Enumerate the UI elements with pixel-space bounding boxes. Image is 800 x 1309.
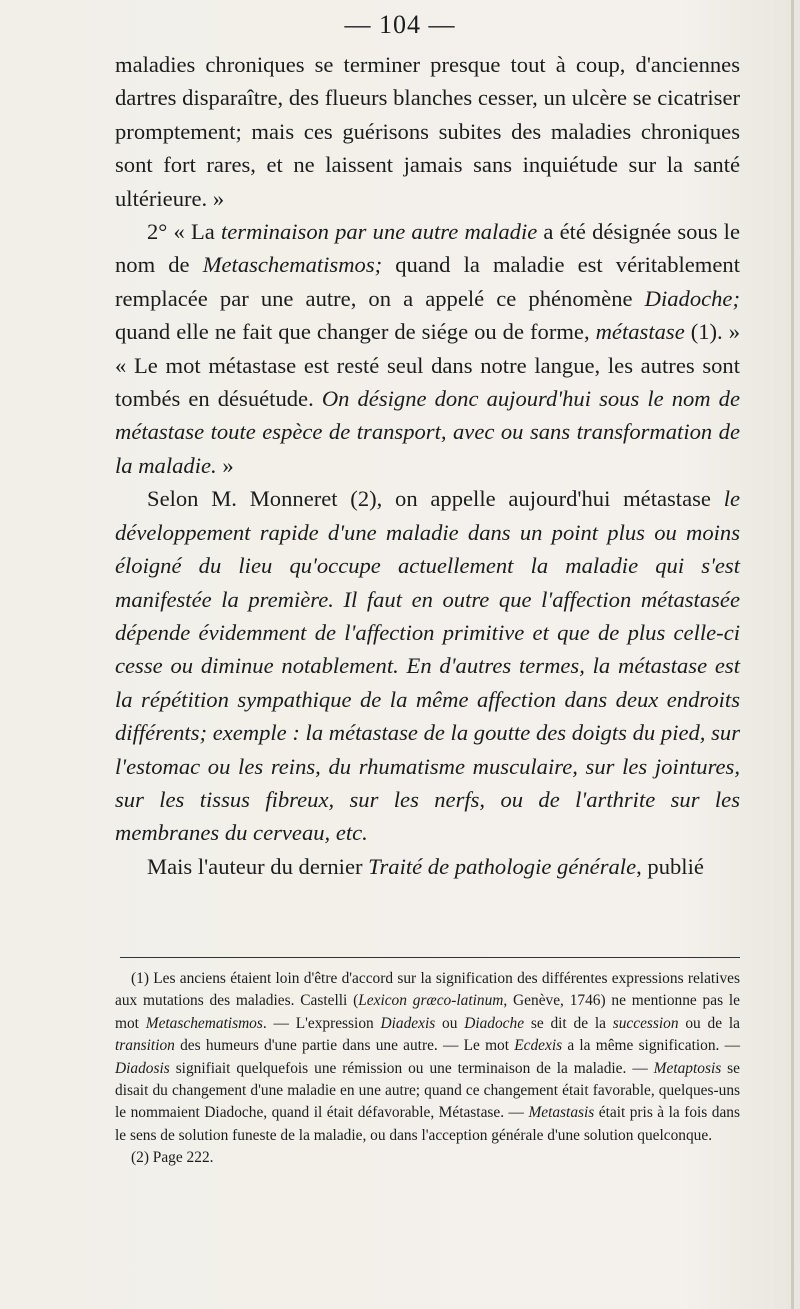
fn1-b: Lexicon græco-latinum [358,992,504,1010]
fn1-n: Ecdexis [514,1037,563,1055]
fn1-j: succession [612,1014,679,1032]
fn1-p: Diadosis [115,1059,170,1077]
p2-text-e: quand la maladie est véritablement remplacée par une autre, on a appelé ce phénomène [115,252,740,311]
fn1-s: se disait du changement d'une maladie en une autre; quand ce changement était favorable, quelques-uns le nommaient Diadoche, quand il était défavorable, Métastase. — [115,1059,740,1122]
footnote-divider [120,957,740,958]
footnotes [115,968,740,1170]
fn1-r: Metaptosis [653,1059,722,1077]
p4-text-a: Mais l'auteur du dernier [147,853,369,879]
p2-italic-d: Metaschematismos; [202,252,383,278]
fn1-a: (1) Les anciens étaient loin d'être d'accord sur la signification des différentes expressions relatives aux mutations des maladies. Castelli ( [115,970,740,1010]
fn1-d: Metaschematismos [145,1014,263,1032]
fn1-u: était pris à la fois dans le sens de solution funeste de la maladie, ou dans l'acception générale d'une solution quelconque. [115,1104,740,1144]
p2-text-c: a été désignée sous le nom de [115,219,740,278]
p2-text-g: quand elle ne fait que changer de siége ou de forme, [115,319,596,345]
p2-italic-b: terminaison par une autre maladie [220,219,538,245]
fn1-c: , Genève, 1746) ne mentionne pas le mot [115,992,740,1032]
p2-text-a: 2° « La [147,219,221,245]
fn1-f: Diadexis [380,1014,436,1032]
p3-italic-b: le développement rapide d'une maladie dans un point plus ou moins éloigné du lieu qu'occupe actuellement la maladie qui s'est manifestée la première. Il faut en outre que l'affection métastasée dépende évidemment de l'affection primitive et que de plus celle-ci cesse ou diminue notablement. En d'autres termes, la métastase est la répétition sympathique de la même affection dans deux endroits différents; exemple : la métastase de la goutte des doigts du pied, sur l'estomac ou les reins, du rhumatisme musculaire, sur les jointures, sur les tissus fibreux, sur les nerfs, ou de l'arthrite sur les membranes du cerveau, etc. [115,486,740,846]
fn1-e: . — L'expression [262,1014,381,1032]
footnote-2: (2) Page 222. [131,1149,214,1167]
fn1-q: signifiait quelquefois une rémission ou une terminaison de la maladie. — [169,1059,654,1077]
fn1-t: Metastasis [528,1104,595,1122]
p2-text-i: (1). » « Le mot métastase est resté seul dans notre langue, les autres sont tombés en désuétude. [115,319,741,412]
fn1-g: ou [435,1014,465,1032]
p2-italic-f: Diadoche; [644,285,740,311]
fn1-l: transition [115,1037,175,1055]
fn1-o: a la même signification. — [562,1037,740,1055]
page-edge [791,0,794,1309]
fn1-h: Diadoche [464,1014,525,1032]
paragraph-3 [115,482,740,849]
p2-text-k: » [216,452,234,478]
paragraph-4 [115,850,740,883]
p2-italic-h: métastase [595,319,685,345]
fn1-m: des humeurs d'une partie dans une autre. — Le mot [174,1037,515,1055]
paragraph-2 [115,215,740,482]
p2-italic-j: On désigne donc aujourd'hui sous le nom de métastase toute espèce de transport, avec ou sans transformation de la maladie. [115,386,741,478]
p4-text-c: , publié [636,853,704,879]
page-number: — 104 — [344,10,456,39]
main-text [115,48,740,883]
p3-text-a: Selon M. Monneret (2), on appelle aujourd'hui métastase [147,486,724,512]
p4-italic-b: Traité de pathologie générale [368,853,637,879]
fn1-k: ou de la [678,1014,740,1032]
paragraph-1: maladies chroniques se terminer presque tout à coup, d'anciennes dartres disparaître, des flueurs blanches cesser, un ulcère se cicatriser promptement; mais ces guérisons subites des maladies chroniques sont fort rares, et ne laissent jamais sans inquiétude sur la santé ultérieure. » [115,52,740,211]
footnote-1 [115,968,740,1147]
fn1-i: se dit de la [524,1014,613,1032]
